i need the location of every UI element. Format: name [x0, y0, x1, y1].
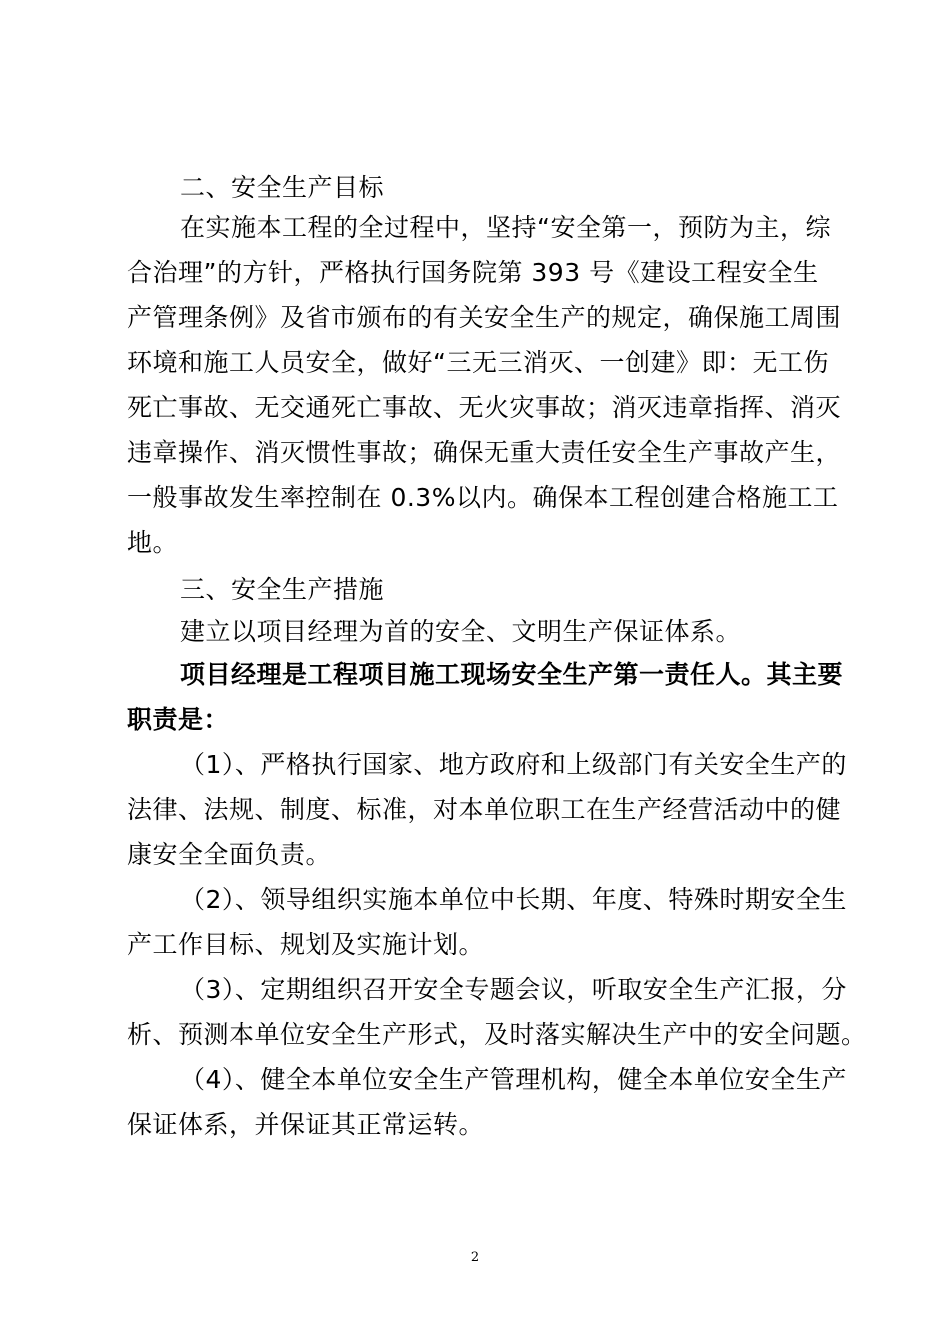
page-number: 2 [470, 1250, 480, 1265]
section-heading: 三、安全生产措施 [180, 575, 385, 604]
paragraph-line: 产管理条例》及省市颁布的有关安全生产的规定，确保施工周围 [127, 303, 842, 332]
list-item-line: （1）、严格执行国家、地方政府和上级部门有关安全生产的 [180, 750, 847, 779]
paragraph-line: 环境和施工人员安全，做好“三无三消灭、一创建》即：无工伤 [127, 348, 829, 377]
bold-paragraph-line: 项目经理是工程项目施工现场安全生产第一责任人。其主要 [180, 660, 844, 689]
paragraph-line: 违章操作、消灭惯性事故；确保无重大责任安全生产事故产生， [127, 438, 842, 467]
list-item-line: （2）、领导组织实施本单位中长期、年度、特殊时期安全生 [180, 885, 847, 914]
paragraph-line: 死亡事故、无交通死亡事故、无火灾事故；消灭违章指挥、消灭 [127, 393, 842, 422]
bold-paragraph-line: 职责是： [127, 705, 230, 734]
list-item-line: 康安全全面负责。 [127, 840, 332, 869]
paragraph-line: 建立以项目经理为首的安全、文明生产保证体系。 [180, 617, 742, 646]
paragraph-line: 在实施本工程的全过程中，坚持“安全第一，预防为主，综 [180, 213, 831, 242]
paragraph-line: 一般事故发生率控制在 0.3%以内。确保本工程创建合格施工工 [127, 483, 839, 512]
list-item-line: （4）、健全本单位安全生产管理机构，健全本单位安全生产 [180, 1065, 847, 1094]
list-item-line: （3）、定期组织召开安全专题会议，听取安全生产汇报，分 [180, 975, 847, 1004]
paragraph-line: 合治理”的方针，严格执行国务院第 393 号《建设工程安全生 [127, 258, 819, 287]
section-heading: 二、安全生产目标 [180, 173, 385, 202]
list-item-line: 法律、法规、制度、标准，对本单位职工在生产经营活动中的健 [127, 795, 842, 824]
list-item-line: 保证体系，并保证其正常运转。 [127, 1110, 485, 1139]
list-item-line: 析、预测本单位安全生产形式，及时落实解决生产中的安全问题。 [127, 1020, 867, 1049]
list-item-line: 产工作目标、规划及实施计划。 [127, 930, 485, 959]
paragraph-line: 地。 [127, 528, 179, 557]
